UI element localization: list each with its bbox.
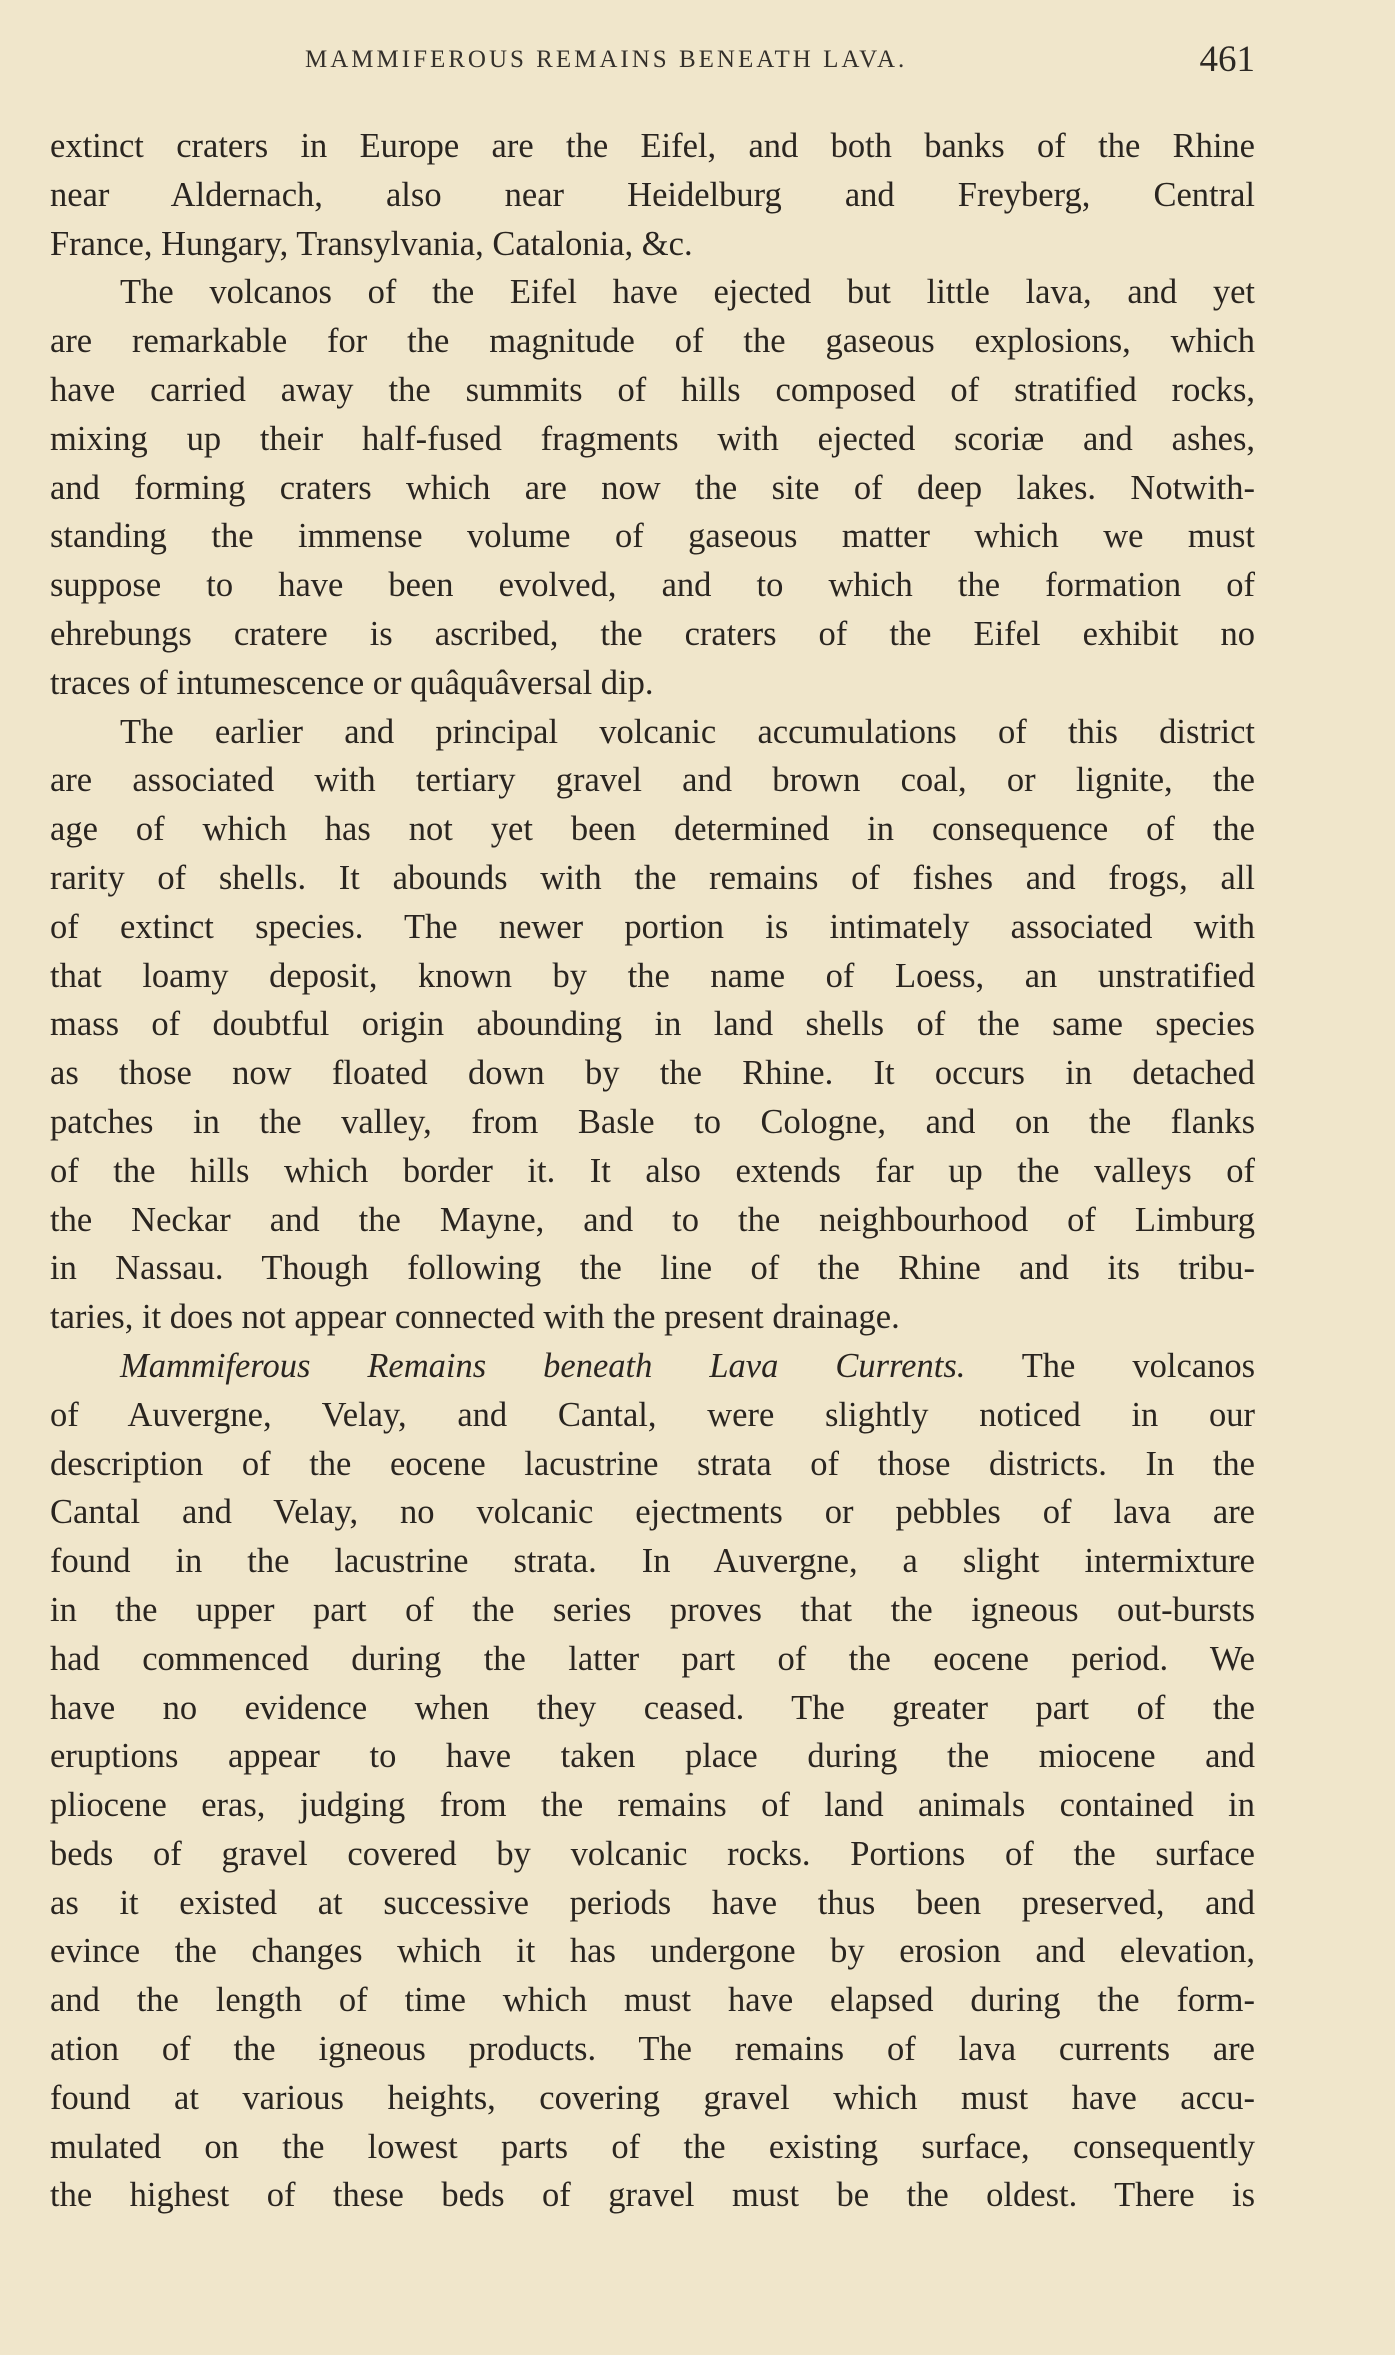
page-number: 461 xyxy=(1199,39,1255,80)
text-line: are associated with tertiary gravel and brown coal, or lignite, the xyxy=(50,761,1255,800)
text-line: found at various heights, covering gravel which must have accu- xyxy=(50,2078,1255,2117)
text-line: the highest of these beds of gravel must be the oldest. There is xyxy=(50,2176,1255,2215)
text-line: beds of gravel covered by volcanic rocks. Portions of the surface xyxy=(50,1834,1255,1873)
text-line: have no evidence when they ceased. The greater part of the xyxy=(50,1688,1255,1727)
text-line: description of the eocene lacustrine strata of those districts. In the xyxy=(50,1444,1255,1483)
text-line: The earlier and principal volcanic accumulations of this district xyxy=(120,712,1255,751)
text-line: as it existed at successive periods have thus been preserved, and xyxy=(50,1883,1255,1922)
text-line: mass of doubtful origin abounding in land shells of the same species xyxy=(50,1005,1255,1044)
text-line: have carried away the summits of hills composed of stratified rocks, xyxy=(50,370,1255,409)
text-line: found in the lacustrine strata. In Auvergne, a slight intermixture xyxy=(50,1542,1255,1581)
text-line: taries, it does not appear connected with the present drainage. xyxy=(50,1298,900,1337)
text-line: France, Hungary, Transylvania, Catalonia, &c. xyxy=(50,224,693,263)
text-line: pliocene eras, judging from the remains of land animals contained in xyxy=(50,1786,1255,1825)
text-line: as those now floated down by the Rhine. It occurs in detached xyxy=(50,1054,1255,1093)
text-line: standing the immense volume of gaseous matter which we must xyxy=(50,517,1255,556)
text-line: of extinct species. The newer portion is intimately associated with xyxy=(50,907,1255,946)
text-line: patches in the valley, from Basle to Cologne, and on the flanks xyxy=(50,1102,1255,1141)
text-line: traces of intumescence or quâquâversal dip. xyxy=(50,663,654,702)
text-line: in Nassau. Though following the line of the Rhine and its tribu- xyxy=(50,1249,1255,1288)
text-line: evince the changes which it has undergone by erosion and elevation, xyxy=(50,1932,1255,1971)
running-head xyxy=(50,38,1255,86)
text-line: and forming craters which are now the site of deep lakes. Notwith- xyxy=(50,468,1255,507)
text-line: ehrebungs cratere is ascribed, the craters of the Eifel exhibit no xyxy=(50,614,1255,653)
paragraph-eifel-volcanos xyxy=(50,268,1255,707)
text-line: in the upper part of the series proves that the igneous out-bursts xyxy=(50,1590,1255,1629)
text-line: Cantal and Velay, no volcanic ejectments or pebbles of lava are xyxy=(50,1493,1255,1532)
text-line: are remarkable for the magnitude of the gaseous explosions, which xyxy=(50,322,1255,361)
text-line: The volcanos of the Eifel have ejected but little lava, and yet xyxy=(120,273,1255,312)
text-line: the Neckar and the Mayne, and to the neighbourhood of Limburg xyxy=(50,1200,1255,1239)
text-line: mixing up their half-fused fragments with ejected scoriæ and ashes, xyxy=(50,419,1255,458)
paragraph-mammiferous-remains xyxy=(50,1342,1255,2220)
text-line: eruptions appear to have taken place during the miocene and xyxy=(50,1737,1255,1776)
text-fragment: The volcanos xyxy=(965,1346,1255,1385)
running-title: MAMMIFEROUS REMAINS BENEATH LAVA. xyxy=(305,46,908,73)
text-line: of the hills which border it. It also extends far up the valleys of xyxy=(50,1151,1255,1190)
text-line: suppose to have been evolved, and to which the formation of xyxy=(50,566,1255,605)
text-line-with-heading xyxy=(50,1342,1255,1391)
text-line: age of which has not yet been determined in consequence of the xyxy=(50,810,1255,849)
paragraph-continuation xyxy=(50,122,1255,268)
text-line: that loamy deposit, known by the name of Loess, an unstratified xyxy=(50,956,1255,995)
text-line: had commenced during the latter part of the eocene period. We xyxy=(50,1639,1255,1678)
text-line: and the length of time which must have elapsed during the form- xyxy=(50,1981,1255,2020)
section-heading: Mammiferous Remains beneath Lava Currents. xyxy=(120,1346,966,1385)
body-text xyxy=(50,122,1255,2220)
paragraph-volcanic-accumulations xyxy=(50,708,1255,1342)
text-line: of Auvergne, Velay, and Cantal, were slightly noticed in our xyxy=(50,1395,1255,1434)
text-line: extinct craters in Europe are the Eifel, and both banks of the Rhine xyxy=(50,127,1255,165)
text-line: rarity of shells. It abounds with the remains of fishes and frogs, all xyxy=(50,858,1255,897)
text-line: near Aldernach, also near Heidelburg and Freyberg, Central xyxy=(50,175,1255,214)
text-line: mulated on the lowest parts of the existing surface, consequently xyxy=(50,2127,1255,2166)
text-line: ation of the igneous products. The remains of lava currents are xyxy=(50,2030,1255,2069)
